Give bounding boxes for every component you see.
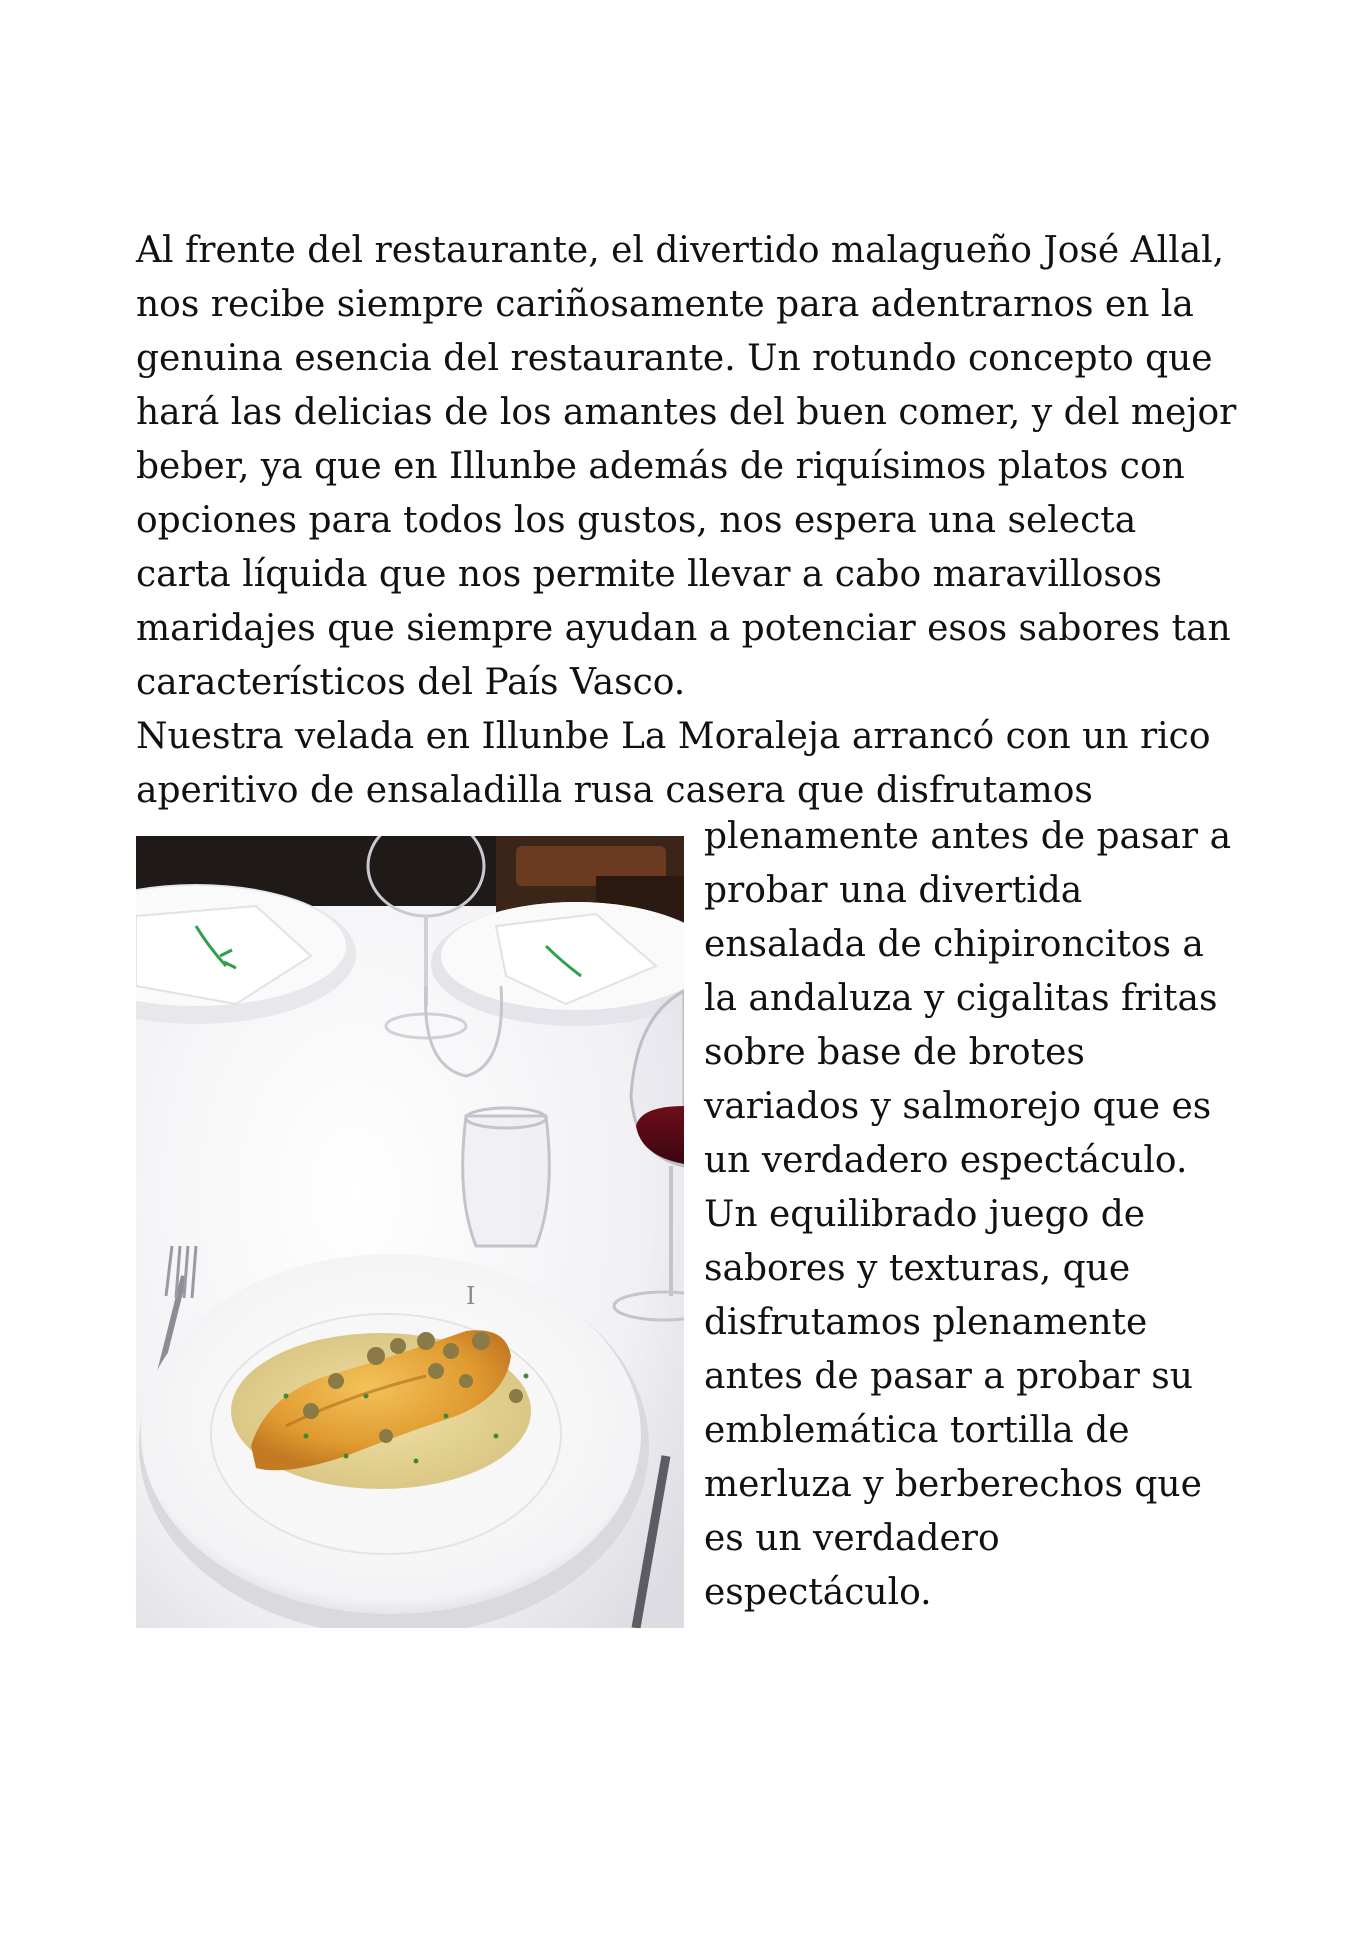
text-line: carta líquida que nos permite llevar a cabo maravillosos [136, 554, 1163, 595]
text-line: sobre base de brotes [704, 1032, 1085, 1073]
text-line: variados y salmorejo que es [704, 1086, 1212, 1127]
text-line: maridajes que siempre ayudan a potenciar esos sabores tan [136, 608, 1231, 649]
text-line: la andaluza y cigalitas fritas [704, 978, 1218, 1019]
text-line: aperitivo de ensaladilla rusa casera que disfrutamos [136, 770, 1093, 811]
text-line: Al frente del restaurante, el divertido malagueño José Allal, [136, 230, 1225, 271]
text-line: disfrutamos plenamente [704, 1302, 1148, 1343]
text-line: opciones para todos los gustos, nos espera una selecta [136, 500, 1137, 541]
text-line: espectáculo. [704, 1572, 932, 1613]
text-line: genuina esencia del restaurante. Un rotundo concepto que [136, 338, 1213, 379]
text-line: beber, ya que en Illunbe además de riquísimos platos con [136, 446, 1185, 487]
text-line: merluza y berberechos que [704, 1464, 1202, 1505]
text-line: emblemática tortilla de [704, 1410, 1130, 1451]
text-line: ensalada de chipironcitos a [704, 924, 1204, 965]
text-line: probar una divertida [704, 870, 1083, 911]
plated-dish-photo [136, 836, 684, 1628]
text-line: hará las delicias de los amantes del buen comer, y del mejor [136, 392, 1237, 433]
text-line: antes de pasar a probar su [704, 1356, 1193, 1397]
text-line: plenamente antes de pasar a [704, 816, 1232, 857]
text-line: característicos del País Vasco. [136, 662, 686, 703]
text-line: es un verdadero [704, 1518, 1000, 1559]
text-line: un verdadero espectáculo. [704, 1140, 1188, 1181]
text-line: sabores y texturas, que [704, 1248, 1131, 1289]
plate-mark: I [466, 1282, 476, 1310]
text-line: nos recibe siempre cariñosamente para adentrarnos en la [136, 284, 1194, 325]
text-line: Nuestra velada en Illunbe La Moraleja arrancó con un rico [136, 716, 1211, 757]
text-line: Un equilibrado juego de [704, 1194, 1146, 1235]
